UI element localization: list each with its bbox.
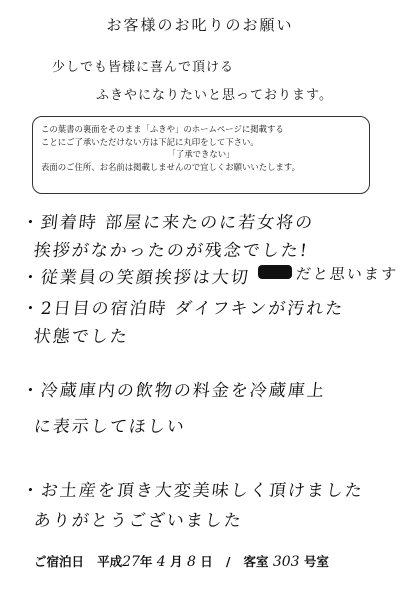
- handwritten-line-6: ・冷蔵庫内の飲物の料金を冷蔵庫上: [20, 381, 327, 401]
- separator: /: [225, 554, 231, 569]
- handwritten-line-1: ・到着時 部屋に来たのに若女将の: [20, 213, 316, 233]
- room-label: 客室: [243, 554, 269, 569]
- stay-day: 8: [186, 554, 196, 570]
- stay-date-label: ご宿泊日: [34, 554, 85, 569]
- era-label: 平成: [97, 554, 123, 569]
- handwritten-line-2: 挨拶がなかったのが残念でした!: [32, 241, 310, 261]
- intro-line-1: 少しでも皆様に喜んで頂ける: [52, 60, 235, 75]
- room-number: 303: [272, 554, 300, 570]
- notice-line-1: この葉書の裏面をそのまま「ふきや」のホームページに掲載する: [41, 124, 284, 134]
- year-unit: 年: [139, 554, 153, 569]
- handwritten-line-3b: だと思います: [295, 265, 399, 283]
- notice-box: [32, 116, 370, 194]
- handwritten-line-4: ・2日目の宿泊時 ダイフキンが汚れた: [20, 299, 346, 319]
- redaction-mark: [258, 265, 292, 279]
- room-unit: 号室: [303, 554, 329, 569]
- handwritten-line-8: ・お土産を頂き大変美味しく頂けました: [20, 481, 365, 501]
- handwritten-line-3: ・従業員の笑顔挨拶は大切: [20, 268, 251, 288]
- stay-month: 4: [156, 554, 166, 570]
- intro-line-2: ふきやになりたいと思っております。: [96, 88, 333, 103]
- day-unit: 日: [200, 554, 213, 569]
- handwritten-line-7: に表示してほしい: [32, 417, 187, 437]
- notice-option: 「了承できない」: [167, 149, 235, 160]
- notice-line-2: ことにご了承いただけない方は下記に丸印をして下さい。: [41, 136, 259, 147]
- month-unit: 月: [170, 554, 183, 569]
- notice-line-3: 表面のご住所、お名前は掲載しませんので宜しくお願いいたします。: [41, 161, 300, 172]
- stay-info: [34, 552, 374, 570]
- handwritten-line-5: 状態でした: [32, 327, 130, 347]
- handwritten-line-9: ありがとうございました: [32, 511, 244, 531]
- page-title: お客様のお叱りのお願い: [106, 16, 294, 34]
- stay-year: 27: [122, 554, 140, 570]
